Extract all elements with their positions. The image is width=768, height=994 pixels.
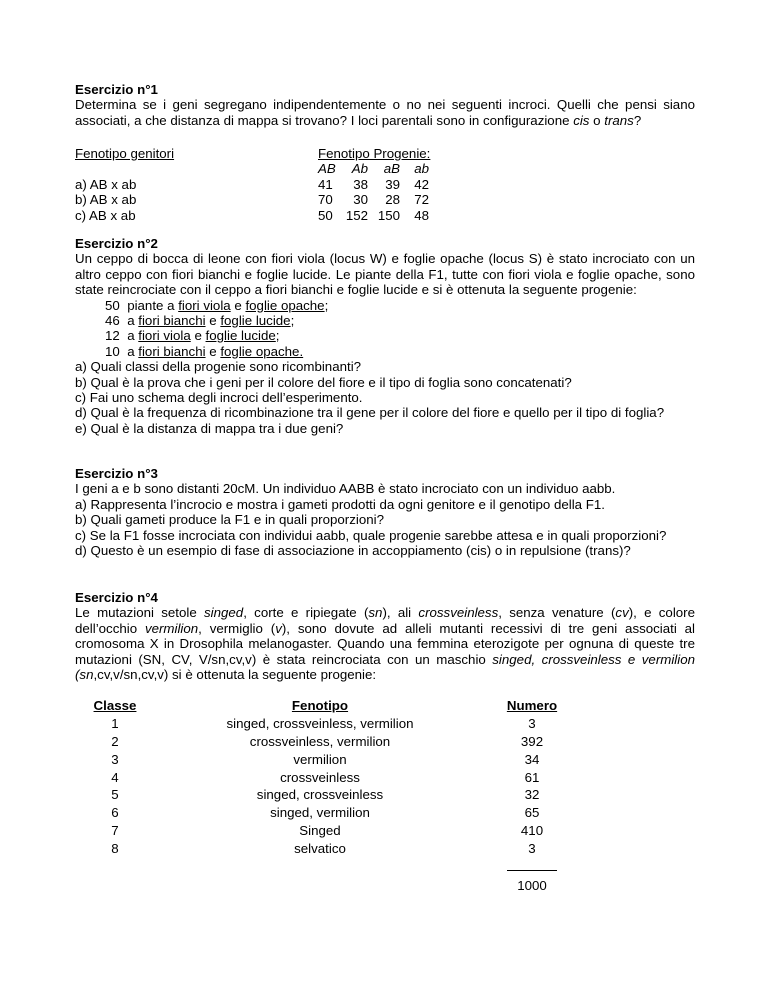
term-cv: cv [615, 605, 629, 621]
cross-label: c) AB x ab [75, 207, 136, 223]
exercise-3 [75, 466, 695, 558]
progeny-trait: fiori viola [138, 328, 191, 344]
progenie-row [318, 208, 488, 223]
col-header: aB [383, 161, 400, 177]
progenie-value: 150 [377, 207, 400, 223]
progenie-header: Fenotipo Progenie: [318, 146, 431, 161]
fenotipo-cell: vermilion [293, 751, 347, 767]
genitori-column [75, 146, 225, 223]
exercise-1-title: Esercizio n°1 [75, 82, 158, 97]
question: b) Qual è la prova che i geni per il colore del fiore e il tipo di foglia sono concatenati? [75, 374, 572, 390]
progeny-count: 46 [105, 313, 120, 329]
genitori-header: Fenotipo genitori [75, 146, 175, 161]
cis-term: cis [573, 112, 590, 128]
progeny-trait: foglie opache [245, 297, 325, 313]
classe-cell: 6 [111, 805, 119, 821]
progenie-row [318, 177, 488, 192]
progeny-line [75, 344, 695, 359]
classe-cell: 1 [111, 715, 119, 731]
classe-cell: 2 [111, 733, 119, 749]
classe-header: Classe [93, 698, 137, 713]
exercise-1-text-end: ? [633, 112, 642, 128]
fenotipo-cell: singed, vermilion [270, 805, 370, 821]
exercise-1 [75, 82, 695, 128]
classe-column [85, 697, 145, 858]
progeny-trait: fiori bianchi [138, 313, 206, 329]
numero-cell: 61 [524, 769, 540, 785]
progeny-text: piante a [127, 297, 179, 313]
fenotipo-cell: crossveinless [280, 769, 360, 785]
progeny-trait: fiori viola [178, 297, 231, 313]
progeny-count: 10 [105, 343, 120, 359]
progeny-text: ; [290, 313, 295, 329]
progeny-text: e [190, 328, 206, 344]
trans-term: trans [604, 112, 634, 128]
exercise-3-intro: I geni a e b sono distanti 20cM. Un individuo AABB è stato incrociato con un individuo aabb. [75, 481, 616, 497]
progenie-value: 39 [385, 176, 400, 192]
progeny-text: e [205, 313, 221, 329]
term-crossveinless: crossveinless [418, 605, 499, 621]
classe-cell: 4 [111, 769, 119, 785]
progeny-text: e [205, 343, 221, 359]
progenie-value: 70 [318, 192, 333, 208]
progenie-row [318, 192, 488, 207]
exercise-3-title: Esercizio n°3 [75, 466, 158, 481]
col-header: AB [318, 161, 336, 177]
numero-cell: 3 [528, 715, 536, 731]
numero-cell: 392 [520, 733, 544, 749]
question: d) Qual è la frequenza di ricombinazione tra il gene per il colore del fiore e quello per il tipo di foglia? [75, 405, 665, 421]
exercise-1-text [75, 97, 695, 128]
question: c) Se la F1 fosse incrociata con individui aabb, quale progenie sarebbe attesa e in quali proporzioni? [75, 527, 667, 543]
progeny-count: 50 [105, 297, 120, 313]
progenie-value: 28 [385, 192, 400, 208]
progeny-text: e [230, 297, 246, 313]
question: a) Quali classi della progenie sono ricombinanti? [75, 359, 362, 375]
numero-cell: 34 [524, 751, 540, 767]
intro-text: ), ali [382, 605, 419, 621]
fenotipo-cell: selvatico [294, 841, 346, 857]
intro-text: , vermiglio ( [198, 620, 276, 636]
question: c) Fai uno schema degli incroci dell’esperimento. [75, 390, 363, 406]
progeny-trait: foglie opache. [220, 343, 304, 359]
progeny-text: ; [275, 328, 280, 344]
term-sn: sn [368, 605, 383, 621]
question: e) Qual è la distanza di mappa tra i due geni? [75, 420, 344, 436]
intro-text: ), e colore dell’occhio [75, 605, 696, 636]
term-v: v [275, 620, 282, 636]
term-singed: singed [204, 605, 244, 621]
exercise-4 [75, 590, 695, 682]
fenotipo-cell: singed, crossveinless, vermilion [226, 715, 414, 731]
fenotipo-column [205, 697, 435, 858]
numero-cell: 65 [524, 805, 540, 821]
intro-text: Le mutazioni setole [75, 605, 205, 621]
intro-text: ), sono dovute ad alleli mutanti recessivi di tre geni associati al cromosoma X in Drosophila melanogaster. Quando una femmina eterozigote per ognuna di queste tre mutazioni (SN, CV, V/sn,cv,v) è stata reincrociata con un maschio [75, 620, 695, 667]
term-vermilion: vermilion [144, 620, 199, 636]
progeny-trait: foglie lucide [205, 328, 276, 344]
progenie-value: 152 [345, 207, 368, 223]
numero-column [497, 697, 567, 895]
sum-divider [507, 858, 557, 871]
question: b) Quali gameti produce la F1 e in quali proporzioni? [75, 512, 384, 528]
term-male: singed, crossveinless e vermilion (sn [75, 651, 695, 683]
classe-cell: 8 [111, 841, 119, 857]
intro-text: , corte e ripiegate ( [243, 605, 369, 621]
progenie-value: 30 [353, 192, 368, 208]
exercise-4-intro [75, 605, 695, 682]
cross-label: b) AB x ab [75, 192, 137, 208]
progeny-count: 12 [105, 328, 120, 344]
progenie-column [318, 146, 488, 223]
numero-cell: 3 [528, 841, 536, 857]
exercise-1-text-or: o [589, 112, 605, 128]
exercise-1-text-main: Determina se i geni segregano indipendentemente o no nei seguenti incroci. Quelli che pensi siano associati, a che distanza di mappa si trovano? I loci parentali sono in configurazione [75, 97, 695, 128]
progeny-trait: fiori bianchi [138, 343, 206, 359]
progenie-column-headers [318, 161, 488, 176]
fenotipo-cell: Singed [299, 823, 341, 839]
progenie-value: 48 [414, 207, 429, 223]
progeny-trait: foglie lucide [220, 313, 291, 329]
classe-cell: 3 [111, 751, 119, 767]
intro-text: ,cv,v/sn,cv,v) si è ottenuta la seguente progenie: [93, 667, 377, 683]
exercise-2 [75, 236, 695, 436]
progeny-text: a [127, 343, 139, 359]
exercise-2-title: Esercizio n°2 [75, 236, 158, 251]
progeny-line [75, 313, 695, 328]
progenie-value: 72 [414, 192, 429, 208]
cross-label: a) AB x ab [75, 176, 137, 192]
numero-cell: 410 [520, 823, 544, 839]
progenie-value: 50 [318, 207, 333, 223]
progeny-text: a [127, 313, 139, 329]
exercise-2-intro: Un ceppo di bocca di leone con fiori viola (locus W) e foglie opache (locus S) è stato incrociato con un altro ceppo con fiori bianchi e foglie lucide. Le piante della F1, tutte con fiori viola e foglie opache, sono state reincrociate con il ceppo a fiori bianchi e foglie lucide e si è ottenuta la seguente progenie: [75, 251, 695, 298]
exercise-4-title: Esercizio n°4 [75, 590, 158, 605]
total-value: 1000 [517, 878, 547, 894]
col-header: ab [414, 161, 429, 177]
classe-cell: 7 [111, 823, 119, 839]
intro-text: , senza venature ( [498, 605, 616, 621]
numero-header: Numero [506, 698, 558, 713]
progeny-text: a [127, 328, 139, 344]
col-header: Ab [351, 161, 368, 177]
numero-cell: 32 [524, 787, 540, 803]
progenie-value: 38 [353, 176, 368, 192]
progenie-value: 42 [414, 176, 429, 192]
question: d) Questo è un esempio di fase di associazione in accoppiamento (cis) o in repulsione (trans)? [75, 543, 631, 559]
question: a) Rappresenta l’incrocio e mostra i gameti prodotti da ogni genitore e il genotipo della F1. [75, 496, 605, 512]
progenie-value: 41 [318, 176, 333, 192]
progeny-line [75, 328, 695, 343]
fenotipo-cell: singed, crossveinless [256, 787, 384, 803]
progeny-line [75, 298, 695, 313]
fenotipo-header: Fenotipo [291, 698, 349, 713]
fenotipo-cell: crossveinless, vermilion [249, 733, 391, 749]
classe-cell: 5 [111, 787, 119, 803]
progeny-text: ; [324, 297, 329, 313]
